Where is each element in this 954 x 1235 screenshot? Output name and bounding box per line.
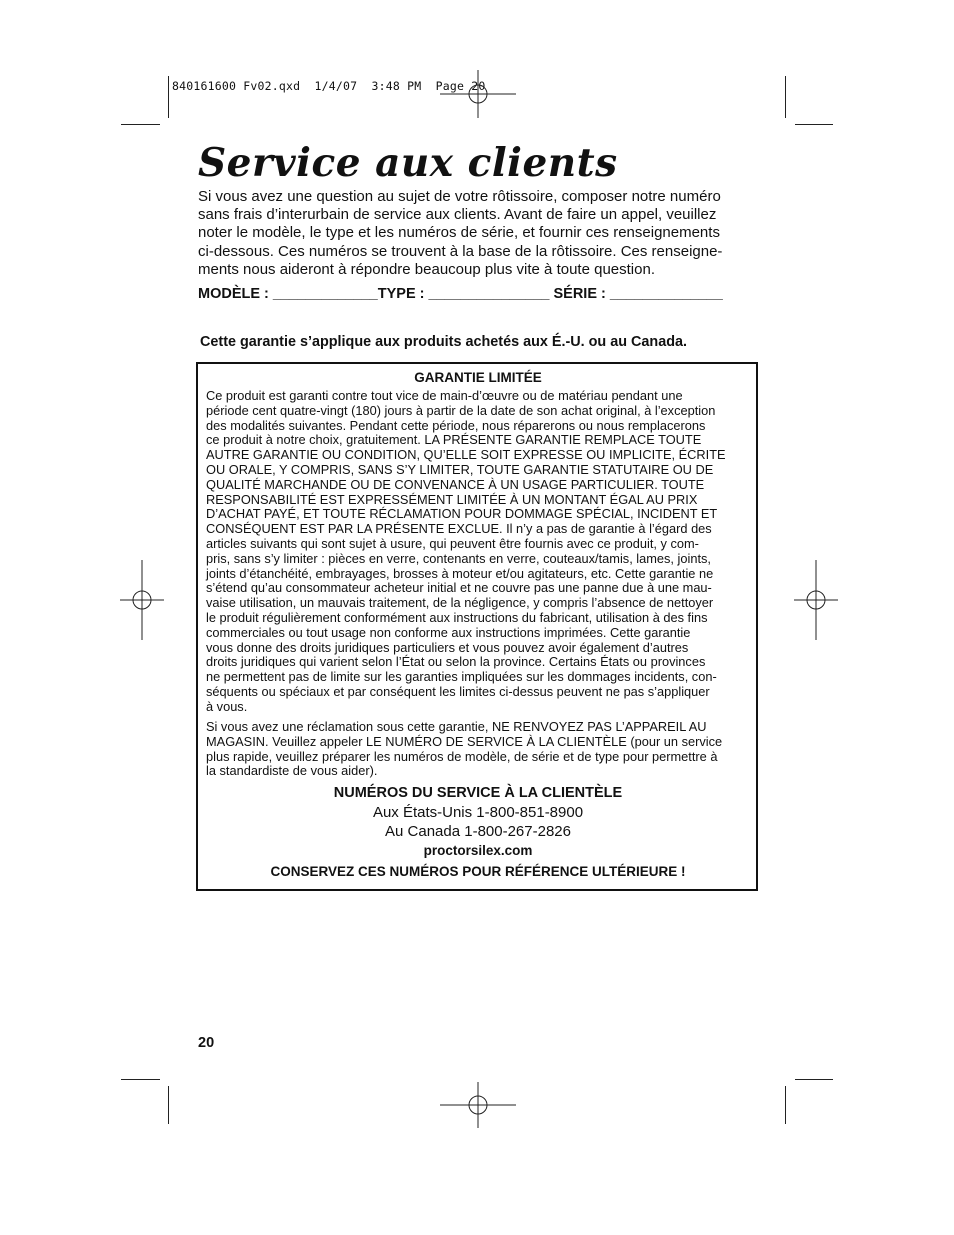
page-number: 20	[198, 1035, 215, 1051]
intro-paragraph	[198, 188, 743, 279]
crop-mark-bottom-right-v	[785, 1086, 786, 1124]
claim-line: plus rapide, veuillez préparer les numéros de modèle, de série et de type pour permettre à	[206, 748, 718, 764]
intro-line: sans frais d’interurbain de service aux clients. Avant de faire un appel, veuillez	[198, 206, 717, 224]
warranty-line: des modalités suivantes. Pendant cette période, nous réparerons ou nous remplacerons	[206, 417, 706, 433]
crop-mark-top-left-v	[168, 76, 169, 118]
website-link[interactable]: proctorsilex.com	[423, 843, 533, 858]
keep-numbers-note: CONSERVEZ CES NUMÉROS POUR RÉFÉRENCE ULTÉRIEURE !	[270, 864, 686, 879]
print-slug: 840161600 Fv02.qxd 1/4/07 3:48 PM Page 20	[172, 79, 486, 93]
warranty-line: pris, sans s’y limiter : pièces en verre, contenants en verre, couteaux/tamis, lames, joints,	[206, 550, 711, 566]
warranty-line: joints d’étanchéité, embrayages, brosses à moteur et/ou agitateurs, etc. Cette garantie ne	[206, 565, 714, 581]
warranty-line: CONSÉQUENT EST PAR LA PRÉSENTE EXCLUE. Il n’y a pas de garantie à l’égard des	[206, 521, 712, 537]
crop-mark-bottom-left-h	[121, 1079, 160, 1080]
model-type-serial-fields: MODÈLE : _____________TYPE : _______________ SÉRIE : ______________	[198, 286, 723, 302]
warranty-line: période cent quatre-vingt (180) jours à partir de la date de son achat original, à l’exception	[206, 402, 716, 418]
warranty-line: le produit régulièrement conformément aux instructions du fabricant, utilisation à des fins	[206, 609, 708, 625]
warranty-line: AUTRE GARANTIE OU CONDITION, QU’ELLE SOIT EXPRESSE OU IMPLICITE, ÉCRITE	[206, 447, 726, 463]
warranty-box-title: GARANTIE LIMITÉE	[414, 370, 542, 385]
warranty-applicability-note: Cette garantie s’applique aux produits achetés aux É.-U. ou au Canada.	[200, 334, 687, 350]
warranty-line: vous donne des droits juridiques particuliers et vous pouvez avoir également d’autres	[206, 639, 689, 655]
intro-line: noter le modèle, le type et les numéros de série, et fournir ces renseignements	[198, 224, 720, 242]
service-number-canada: Au Canada 1-800-267-2826	[385, 823, 571, 840]
warranty-body	[206, 389, 726, 715]
warranty-line: OU ORALE, Y COMPRIS, SANS S’Y LIMITER, TOUTE GARANTIE STATUTAIRE OU DE	[206, 461, 714, 477]
claim-instructions	[206, 720, 722, 779]
crop-mark-bottom-right-h	[795, 1079, 833, 1080]
registration-mark-left-icon	[120, 560, 164, 640]
service-number-us: Aux États-Unis 1-800-851-8900	[372, 804, 584, 821]
warranty-line: vaise utilisation, un mauvais traitement, de la négligence, y compris l’absence de nettoyer	[206, 595, 714, 611]
warranty-line: ne permettent pas de limite sur les garanties impliquées sur les dommages incidents, con-	[206, 669, 717, 685]
registration-mark-top-icon	[440, 70, 516, 118]
registration-mark-right-icon	[794, 560, 838, 640]
intro-line: ments nous aideront à répondre beaucoup plus vite à toute question.	[198, 260, 655, 278]
warranty-line: à vous.	[206, 698, 248, 714]
claim-line: MAGASIN. Veuillez appeler LE NUMÉRO DE SERVICE À LA CLIENTÈLE (pour un service	[206, 733, 723, 749]
crop-mark-top-right-v	[785, 76, 786, 118]
crop-mark-top-right-h	[795, 124, 833, 125]
crop-mark-top-left-h	[121, 124, 160, 125]
warranty-line: ce produit à notre choix, gratuitement. LA PRÉSENTE GARANTIE REMPLACE TOUTE	[206, 432, 702, 448]
warranty-line: Ce produit est garanti contre tout vice de main-d’œuvre ou de matériau pendant une	[206, 388, 683, 403]
limited-warranty-box	[196, 362, 758, 891]
warranty-line: droits juridiques qui varient selon l’État ou selon la province. Certains États ou provinces	[206, 654, 706, 670]
warranty-line: articles suivants qui sont sujet à usure, qui peuvent être fournis avec ce produit, y com-	[206, 535, 699, 551]
claim-line: la standardiste de vous aider).	[206, 763, 378, 779]
intro-line: Si vous avez une question au sujet de votre rôtissoire, composer notre numéro	[198, 188, 721, 205]
registration-mark-bottom-icon	[440, 1082, 516, 1128]
page-title: Service aux clients	[198, 140, 618, 186]
warranty-line: commerciales ou tout usage non conforme aux instructions imprimées. Cette garantie	[206, 624, 691, 640]
warranty-line: D’ACHAT PAYÉ, ET TOUTE RÉCLAMATION POUR DOMMAGE SPÉCIAL, INCIDENT ET	[206, 506, 718, 522]
intro-line: ci-dessous. Ces numéros se trouvent à la base de la rôtissoire. Ces renseigne-	[198, 242, 723, 260]
customer-service-title: NUMÉROS DU SERVICE À LA CLIENTÈLE	[333, 785, 623, 801]
warranty-line: séquents ou spéciaux et par conséquent les limites ci-dessus peuvent ne pas s’appliquer	[206, 683, 710, 699]
claim-line: Si vous avez une réclamation sous cette garantie, NE RENVOYEZ PAS L’APPAREIL AU	[206, 719, 707, 734]
warranty-line: s’étend qu’au consommateur acheteur initial et ne couvre pas une panne due à une mau-	[206, 580, 712, 596]
crop-mark-bottom-left-v	[168, 1086, 169, 1124]
warranty-line: RESPONSABILITÉ EST EXPRESSÉMENT LIMITÉE À UN MONTANT ÉGAL AU PRIX	[206, 491, 698, 507]
warranty-line: QUALITÉ MARCHANDE OU DE CONVENANCE À UN USAGE PARTICULIER. TOUTE	[206, 476, 705, 492]
